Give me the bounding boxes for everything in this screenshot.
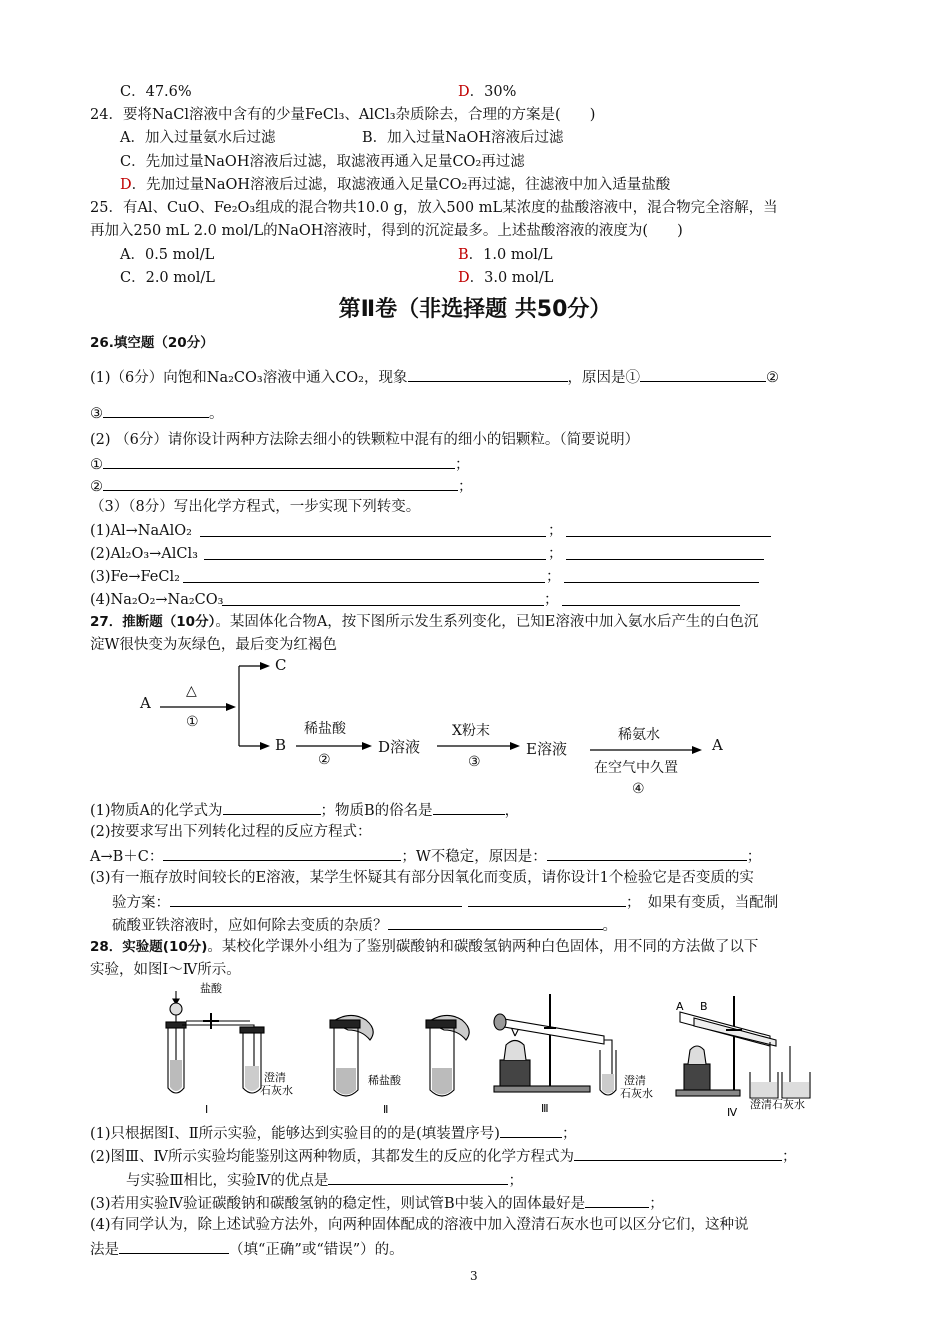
q25-option-c: C．2.0 mol/L — [120, 270, 215, 286]
diagram-condition-air: 在空气中久置 — [594, 760, 678, 776]
section-title: 第Ⅱ卷（非选择题 共50分） — [338, 297, 612, 322]
q25-option-d-text: ．3.0 mol/L — [469, 270, 554, 286]
q28-part4-line2 — [90, 1238, 404, 1260]
figure-iii-apparatus — [494, 994, 616, 1095]
q27-line2: 淀W很快变为灰绿色，最后变为红褐色 — [90, 637, 337, 653]
q23-option-d-letter: D — [458, 84, 470, 100]
figure-iv-label-a: A — [676, 1000, 684, 1013]
q24-option-d-text: ．先加过量NaOH溶液后过滤，取滤液通入足量CO₂再过滤，往滤液中加入适量盐酸 — [131, 177, 671, 193]
figure-iv-label: Ⅳ — [727, 1106, 738, 1119]
diagram-solution-e: E溶液 — [526, 740, 567, 758]
figure-iv-limewater: 澄清石灰水 — [750, 1098, 805, 1111]
q27-header-rest: 。某固体化合物A，按下图所示发生系列变化，已知E溶液中加入氨水后产生的白色沉 — [215, 614, 759, 630]
q28-p1-text: (1)只根据图Ⅰ、Ⅱ所示实验，能够达到实验目的的是(填装置序号) — [90, 1126, 500, 1142]
q26-p1-reason: ，原因是① — [567, 370, 640, 386]
diagram-heat-symbol: △ — [186, 683, 197, 699]
q28-p4-b: 法是 — [90, 1242, 119, 1258]
q28-p2-end: ； — [782, 1149, 797, 1165]
q28-blank-2b[interactable] — [328, 1169, 508, 1185]
q28-p2-text: (2)图Ⅲ、Ⅳ所示实验均能鉴别这两种物质，其都发生的反应的化学方程式为 — [90, 1149, 575, 1165]
q28-blank-3[interactable] — [585, 1192, 649, 1208]
q23-option-c: C．47.6% — [120, 84, 192, 100]
diagram-step-2: ② — [318, 752, 331, 768]
q28-p2b-text: 与实验Ⅲ相比，实验Ⅳ的优点是 — [126, 1173, 329, 1189]
q26-p1-circle2: ② — [766, 370, 779, 386]
q28-p3-end: ； — [649, 1196, 664, 1212]
q28-line2: 实验，如图Ⅰ～Ⅳ所示。 — [90, 962, 241, 978]
figure-iii-label: Ⅲ — [541, 1102, 549, 1115]
figure-label-limewater-2: 石灰水 — [260, 1084, 293, 1097]
q28-p3-text: (3)若用实验Ⅳ验证碳酸钠和碳酸氢钠的稳定性，则试管B中装入的固体最好是 — [90, 1196, 586, 1212]
q26-p1-end: 。 — [209, 406, 224, 422]
q26-header: 26.填空题（20分） — [90, 335, 214, 351]
q27-p3-mid: ； 如果有变质，当配制 — [626, 895, 779, 911]
q26-eq1-label: (1)Al→NaAlO₂ — [90, 523, 192, 539]
q24-option-b: B．加入过量NaOH溶液后过滤 — [362, 130, 564, 146]
q25-option-d-letter: D — [458, 270, 470, 286]
q28-part4-line1: (4)有同学认为，除上述试验方法外，向两种固体配成的溶液中加入澄清石灰水也可以区分它们，这种说 — [90, 1217, 749, 1233]
q26-part3: （3）（8分）写出化学方程式，一步实现下列转变。 — [90, 499, 421, 515]
q24-option-c: C．先加过量NaOH溶液后过滤，取滤液再通入足量CO₂再过滤 — [120, 154, 525, 170]
q26-eq3-label: (3)Fe→FeCl₂ — [90, 569, 180, 585]
q26-part2: (2) （6分）请你设计两种方法除去细小的铁颗粒中混有的细小的铝颗粒。（简要说明） — [90, 432, 640, 448]
page-number: 3 — [470, 1269, 478, 1283]
q27-part3-line1: (3)有一瓶存放时间较长的E溶液，某学生怀疑其有部分因氧化而变质，请你设计1个检验它是否变质的实 — [90, 870, 754, 886]
diagram-reagent-hcl: 稀盐酸 — [304, 721, 346, 737]
q28-part1 — [90, 1122, 576, 1144]
diagram-reagent-x: X粉末 — [452, 723, 490, 739]
q25-option-b-letter: B — [458, 247, 469, 263]
q26-eq4-label: (4)Na₂O₂→Na₂CO₃ — [90, 592, 224, 608]
q28-header-bold: 28．实验题(10分) — [90, 939, 208, 955]
q28-part2 — [90, 1145, 797, 1167]
q28-part2b — [126, 1169, 523, 1191]
q27-p2-end: ； — [746, 849, 762, 865]
q28-p2b-end: ； — [508, 1173, 523, 1189]
q26-eq2-label: (2)Al₂O₃→AlCl₃ — [90, 546, 198, 562]
figure-iv-apparatus — [676, 996, 810, 1098]
q28-header-rest: 。某校化学课外小组为了鉴别碳酸钠和碳酸氢钠两种白色固体，用不同的方法做了以下 — [207, 939, 759, 955]
q26-method1-semi: ； — [455, 457, 470, 473]
q26-eq3-semi: ； — [546, 569, 561, 585]
q27-p1-end: ， — [504, 803, 520, 819]
q25-option-a: A．0.5 mol/L — [120, 247, 215, 263]
q28-blank-1[interactable] — [500, 1122, 562, 1138]
figure-label-dilute-hcl: 稀盐酸 — [368, 1074, 401, 1087]
diagram-compound-c: C — [275, 656, 287, 674]
q28-blank-2[interactable] — [574, 1145, 782, 1161]
q28-p4-c: （填“正确”或“错误”）的。 — [229, 1242, 404, 1258]
q23-option-d-text: ．30% — [469, 84, 517, 100]
q27-p2-a: A→B＋C： — [90, 849, 164, 865]
q28-blank-4[interactable] — [119, 1238, 229, 1254]
diagram-step-4: ④ — [632, 781, 645, 797]
q26-method2-mark: ② — [90, 479, 103, 495]
q24-option-a: A．加入过量氨水后过滤 — [120, 130, 276, 146]
q27-p1-text: (1)物质A的化学式为 — [90, 803, 223, 819]
q26-eq1-semi: ； — [548, 523, 563, 539]
q25-option-b-text: ．1.0 mol/L — [468, 247, 553, 263]
q26-p1-circle3: ③ — [90, 406, 103, 422]
figure-iv-label-b: B — [700, 1000, 708, 1013]
diagram-compound-a-start: A — [140, 694, 151, 712]
q26-eq2-semi: ； — [548, 546, 563, 562]
q26-p1-text: (1)（6分）向饱和Na₂CO₃溶液中通入CO₂，现象 — [90, 370, 408, 386]
figure-i-apparatus — [166, 991, 264, 1093]
q27-part2: (2)按要求写出下列转化过程的反应方程式： — [90, 824, 372, 840]
q25-stem-line2: 再加入250 mL 2.0 mol/L的NaOH溶液时，得到的沉淀最多。上述盐酸溶液的液度为( ) — [90, 223, 683, 239]
figure-iii-limewater-1: 澄清 — [624, 1074, 646, 1087]
q26-method2-semi: ； — [458, 479, 473, 495]
q25-stem-line1: 25．有Al、CuO、Fe₂O₃组成的混合物共10.0 g，放入500 mL某浓度的盐酸溶液中，混合物完全溶解，当 — [90, 200, 778, 216]
q27-p3-plan: 验方案： — [112, 895, 170, 911]
q27-p2-w: ；W不稳定，原因是： — [401, 849, 547, 865]
q27-p3-end: 。 — [602, 918, 617, 934]
diagram-compound-b: B — [275, 736, 287, 754]
figure-i-label: Ⅰ — [205, 1103, 209, 1116]
q26-eq4-semi: ； — [544, 592, 559, 608]
diagram-step-1: ① — [186, 714, 199, 730]
q24-option-d-letter: D — [120, 177, 132, 193]
q26-method1-mark: ① — [90, 457, 103, 473]
q27-p3-q: 硫酸亚铁溶液时，应如何除去变质的杂质？ — [112, 918, 388, 934]
q28-p1-end: ； — [561, 1126, 577, 1142]
q28-part3 — [90, 1192, 664, 1214]
figure-label-limewater-1: 澄清 — [264, 1071, 286, 1084]
figure-label-hcl: 盐酸 — [200, 982, 222, 995]
figure-ii-label: Ⅱ — [383, 1103, 389, 1116]
figure-iii-limewater-2: 石灰水 — [620, 1087, 653, 1100]
q24-stem: 24．要将NaCl溶液中含有的少量FeCl₃、AlCl₃杂质除去，合理的方案是( ) — [90, 107, 596, 123]
diagram-solution-d: D溶液 — [378, 738, 421, 756]
diagram-step-3: ③ — [468, 754, 481, 770]
q27-p1-b: ；物质B的俗名是 — [320, 803, 433, 819]
q27-header-bold: 27．推断题（10分） — [90, 614, 216, 630]
diagram-compound-a-end: A — [712, 736, 723, 754]
diagram-reagent-ammonia: 稀氨水 — [618, 727, 660, 743]
